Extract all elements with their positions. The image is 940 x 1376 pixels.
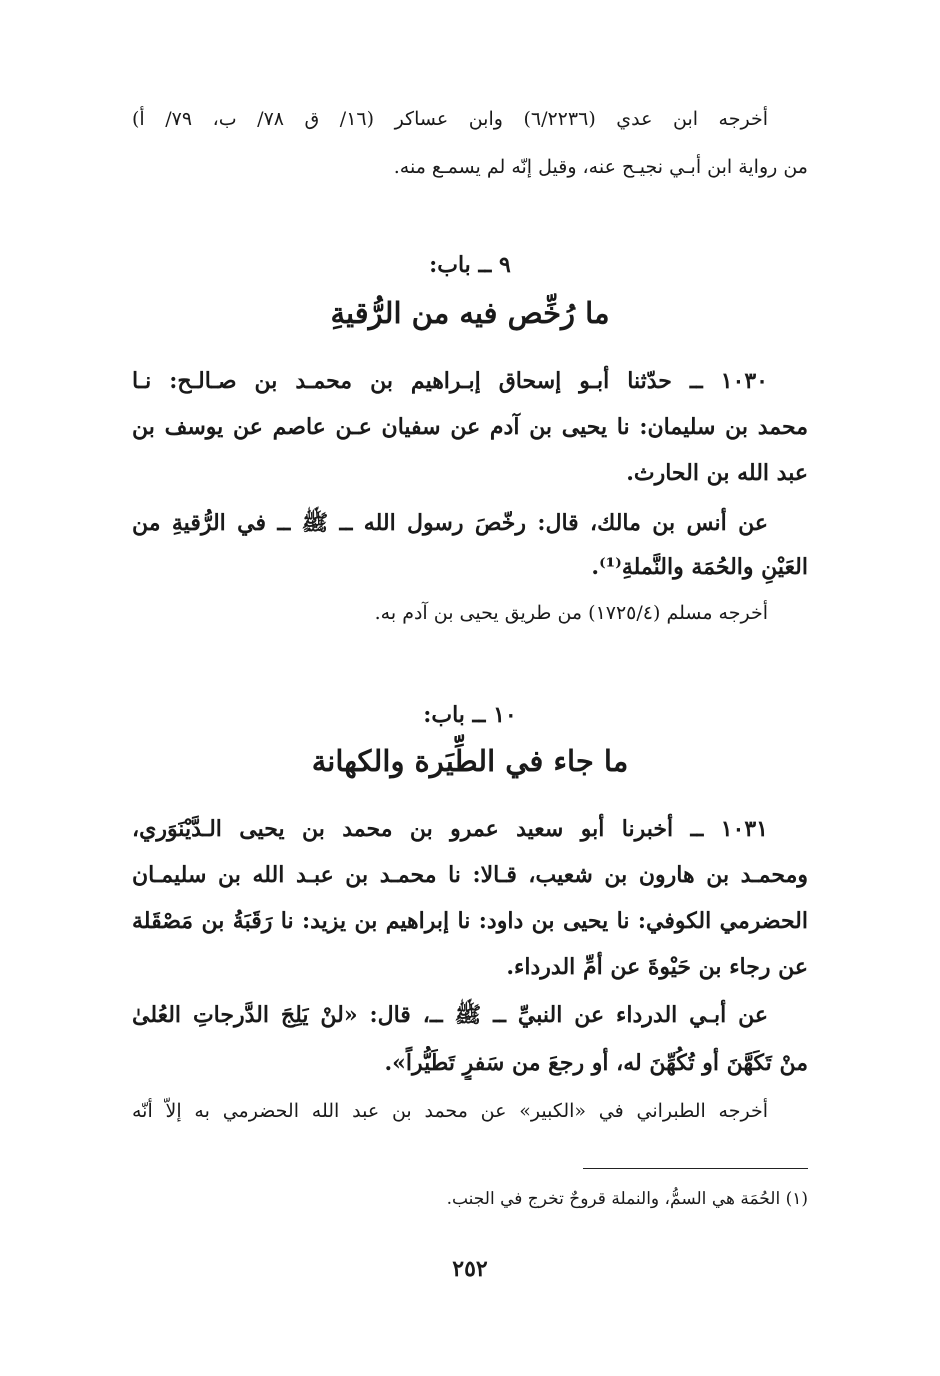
hadith-1030-line-5: العَيْنِ والحُمَة والنَّملةِ⁽¹⁾. bbox=[591, 554, 808, 580]
hadith-1031-line-5: عن أبـي الدرداء عن النبيِّ ــ ﷺ ــ، قال: «لنْ يَلِجَ الدَّرجاتِ العُلىٰ bbox=[132, 1002, 768, 1028]
hadith-1030-line-3: عبد الله بن الحارث. bbox=[626, 460, 808, 486]
hadith-1031-line-1: ١٠٣١ ــ أخبرنا أبو سعيد عمرو بن محمد بن يحيى الـدَّيْنَوَري، bbox=[132, 816, 768, 842]
footnote-separator bbox=[583, 1168, 808, 1169]
intro-note-line-2: من رواية ابن أبـي نجيـح عنه، وقيل إنّه لم يسمـع منه. bbox=[393, 156, 808, 178]
footnote-1: (١) الحُمَة هي السمُّ، والنملة قروحٌ تخرج في الجنب. bbox=[446, 1189, 808, 1209]
hadith-1031-line-4: عن رجاء بن حَيْوةَ عن أمِّ الدرداء. bbox=[506, 954, 808, 980]
hadith-1031-line-6: منْ تَكَهَّنَ أو تُكُهِّنَ له، أو رجعَ من سَفرٍ تَطَيُّراً». bbox=[384, 1050, 808, 1076]
hadith-1030-takhrij: أخرجه مسلم (١٧٢٥/٤) من طريق يحيى بن آدم به. bbox=[374, 602, 768, 624]
chapter-10-title: ما جاء في الطِّيَرة والكهانة bbox=[311, 744, 629, 778]
hadith-1031-line-2: ومحمـد بن هارون بن شعيب، قـالا: نا محمـد بن عبـد الله بن سليمـان bbox=[132, 862, 808, 888]
hadith-1031-line-3: الحضرمي الكوفي: نا يحيى بن داود: نا إبراهيم بن يزيد: نا رَقَبَةُ بن مَصْقَلة bbox=[132, 908, 808, 934]
hadith-1030-line-1: ١٠٣٠ ــ حدّثنا أبـو إسحاق إبـراهيم بن محمـد بن صـالـح: نـا bbox=[132, 368, 768, 394]
chapter-10-number: ١٠ ــ باب: bbox=[423, 702, 517, 728]
chapter-9-number: ٩ ــ باب: bbox=[429, 252, 511, 278]
hadith-1031-takhrij: أخرجه الطبراني في «الكبير» عن محمد بن عبد الله الحضرمي به إلاّ أنّه bbox=[132, 1100, 768, 1122]
hadith-1030-line-2: محمد بن سليمان: نا يحيى بن آدم عن سفيان عـن عاصم عن يوسف بن bbox=[132, 414, 808, 440]
page-number: ٢٥٢ bbox=[452, 1256, 488, 1282]
intro-note-line-1: أخرجه ابن عدي (٦/٢٢٣٦) وابن عساكر (١٦/ ق ٧٨/ ب، ٧٩/ أ) bbox=[132, 108, 768, 130]
hadith-1030-line-4: عن أنس بن مالك، قال: رخّصَ رسول الله ــ ﷺ ــ في الرُّقيةِ من bbox=[132, 510, 768, 536]
chapter-9-title: ما رُخِّص فيه من الرُّقيةِ bbox=[330, 296, 610, 330]
